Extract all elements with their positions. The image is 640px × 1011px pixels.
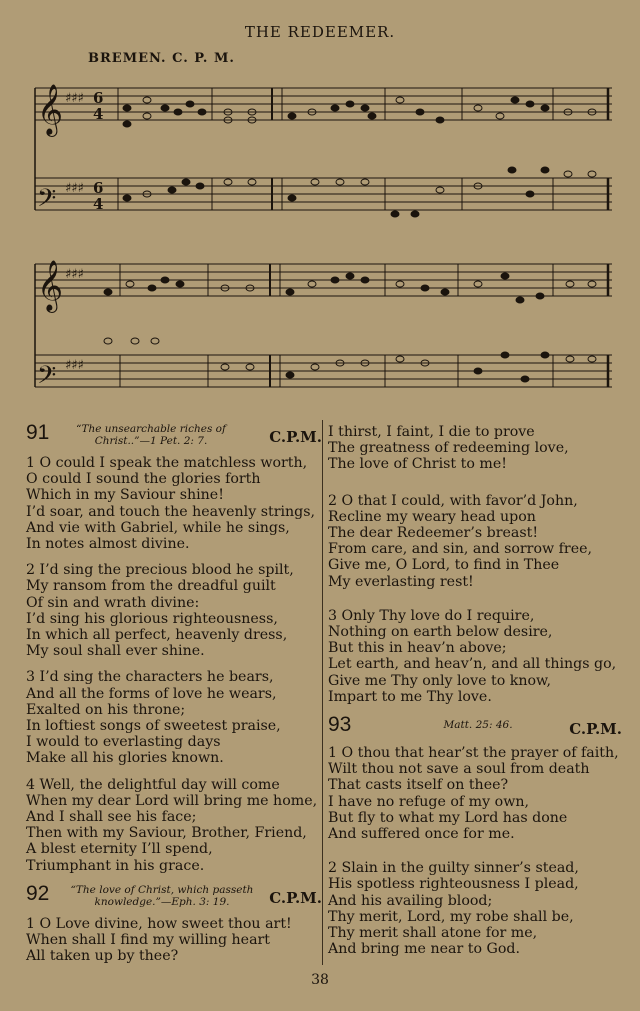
verse-line: And suffered once for me. <box>328 826 515 843</box>
verse-line: The greatness of redeeming love, <box>328 440 569 457</box>
verse-line: The love of Christ to me! <box>328 456 507 473</box>
verse-line: 2 I’d sing the precious blood he spilt, <box>26 562 294 579</box>
verse-line: 1 O could I speak the matchless worth, <box>26 455 308 471</box>
verse-line: Which in my Saviour shine! <box>26 487 224 504</box>
verse-line: Impart to me Thy love. <box>328 688 492 705</box>
verse-line: In which all perfect, heavenly dress, <box>26 627 288 644</box>
verse-line: In loftiest songs of sweetest praise, <box>26 718 281 735</box>
svg-text:6: 6 <box>93 179 104 197</box>
verse-line: I have no refuge of my own, <box>328 793 529 810</box>
stanza <box>26 562 322 659</box>
hymn-93-stanza-2 <box>328 860 622 957</box>
hymn-meter: C.P.M. <box>269 428 322 446</box>
treble-clef-icon: 𝄞 <box>37 84 64 135</box>
bass-clef-icon: 𝄢 <box>37 361 57 396</box>
verse-line: His spotless righteousness I plead, <box>328 876 579 893</box>
verse-line: That casts itself on thee? <box>328 777 509 794</box>
hymn-number: 93 <box>328 713 352 737</box>
verse-line: And bring me near to God. <box>328 941 520 958</box>
verse-line: My soul shall ever shine. <box>26 643 205 660</box>
music-score-illustration <box>0 0 640 420</box>
hymn-91-text <box>26 455 322 874</box>
svg-text:4: 4 <box>93 195 104 213</box>
verse-line: Nothing on earth below desire, <box>328 624 553 641</box>
stanza <box>26 455 322 552</box>
staff-line <box>35 178 612 210</box>
right-column <box>328 424 622 957</box>
hymn-92-stanza-3 <box>328 608 622 705</box>
verse-line: Wilt thou not save a soul from death <box>328 761 590 778</box>
hymn-citation <box>76 423 226 447</box>
verse-line: Of sin and wrath divine: <box>26 594 200 611</box>
verse-line: Make all his glories known. <box>26 750 224 767</box>
hymn-92-heading <box>26 881 322 916</box>
hymn-citation: Matt. 25: 46. <box>443 719 513 732</box>
hymn-92-text-start <box>26 916 322 965</box>
verse-line: Give me, O Lord, to find in Thee <box>328 557 560 574</box>
verse-line: My ransom from the dreadful guilt <box>26 578 276 595</box>
verse-line: 3 Only Thy love do I require, <box>328 607 535 624</box>
svg-text:4: 4 <box>93 105 104 123</box>
verse-line: Then with my Saviour, Brother, Friend, <box>26 825 307 842</box>
verse-line: 2 Slain in the guilty sinner’s stead, <box>328 860 579 877</box>
verse-line: I’d soar, and touch the heavenly strings, <box>26 503 316 520</box>
verse-line: 1 O thou that hear’st the prayer of faith, <box>328 745 619 762</box>
verse-line: Thy merit shall atone for me, <box>328 925 538 942</box>
svg-text:♯♯♯: ♯♯♯ <box>65 91 84 106</box>
hymn-number: 91 <box>26 421 50 444</box>
verse-line: The dear Redeemer’s breast! <box>328 525 539 542</box>
hymn-92-text-continued <box>328 424 622 473</box>
svg-text:6: 6 <box>93 89 104 107</box>
verse-line: 4 Well, the delightful day will come <box>26 776 280 793</box>
verse-line: And his availing blood; <box>328 892 493 909</box>
verse-line: Triumphant in his grace. <box>26 857 205 874</box>
citation-line: “The unsearchable riches of <box>76 423 226 435</box>
tune-name: BREMEN. C. P. M. <box>88 51 235 66</box>
stanza <box>26 777 322 874</box>
stanza <box>26 669 322 766</box>
verse-line: Thy merit, Lord, my robe shall be, <box>328 908 574 925</box>
verse-line: I thirst, I faint, I die to prove <box>328 424 535 440</box>
verse-line: And I shall see his face; <box>26 809 197 826</box>
verse-line: And vie with Gabriel, while he sings, <box>26 519 290 536</box>
verse-line: But this in heav’n above; <box>328 640 507 657</box>
verse-line: All taken up by thee? <box>26 948 179 965</box>
page-header: THE REDEEMER. <box>244 23 396 41</box>
verse-line: But fly to what my Lord has done <box>328 809 568 826</box>
svg-text:♯♯♯: ♯♯♯ <box>65 358 84 373</box>
staff-line <box>35 88 612 120</box>
verse-line: Let earth, and heav’n, and all things go, <box>328 656 617 673</box>
hymn-number: 92 <box>26 881 50 905</box>
verse-line: In notes almost divine. <box>26 536 190 553</box>
hymn-meter: C.P.M. <box>569 720 622 739</box>
treble-clef-icon: 𝄞 <box>37 260 64 311</box>
verse-line: From care, and sin, and sorrow free, <box>328 541 592 558</box>
hymn-92-stanza-2 <box>328 493 622 590</box>
verse-line: A blest eternity I’ll spend, <box>26 841 213 858</box>
verse-line: 1 O Love divine, how sweet thou art! <box>26 915 292 932</box>
verse-line: O could I sound the glories forth <box>26 471 261 488</box>
verse-line: When my dear Lord will bring me home, <box>26 792 318 809</box>
verse-line: Exalted on his throne; <box>26 701 186 718</box>
bass-clef-icon: 𝄢 <box>37 184 57 219</box>
verse-line: 3 I’d sing the characters he bears, <box>26 669 274 686</box>
page-number: 38 <box>311 972 329 988</box>
hymn-citation <box>62 884 262 908</box>
verse-line: 2 O that I could, with favor’d John, <box>328 492 578 509</box>
hymn-93-heading <box>328 715 622 745</box>
hymn-meter: C.P.M. <box>269 888 322 907</box>
verse-line: Recline my weary head upon <box>328 508 536 525</box>
verse-line: Give me Thy only love to know, <box>328 672 552 689</box>
verse-line: My everlasting rest! <box>328 573 474 590</box>
citation-line: “The love of Christ, which passeth <box>70 883 254 896</box>
hymn-93-stanza-1 <box>328 745 622 842</box>
hymn-91-heading <box>26 423 322 455</box>
svg-text:♯♯♯: ♯♯♯ <box>65 267 84 282</box>
left-column <box>26 423 322 964</box>
verse-line: I’d sing his glorious righteousness, <box>26 610 278 627</box>
svg-text:♯♯♯: ♯♯♯ <box>65 181 84 196</box>
citation-line: knowledge.”—Eph. 3: 19. <box>94 895 230 908</box>
verse-line: When shall I find my willing heart <box>26 932 271 949</box>
staff-line <box>35 264 612 296</box>
verse-line: I would to everlasting days <box>26 734 221 751</box>
verse-line: And all the forms of love he wears, <box>26 685 277 702</box>
citation-line: Christ..”—1 Pet. 2: 7. <box>94 435 208 447</box>
column-divider <box>322 420 323 965</box>
